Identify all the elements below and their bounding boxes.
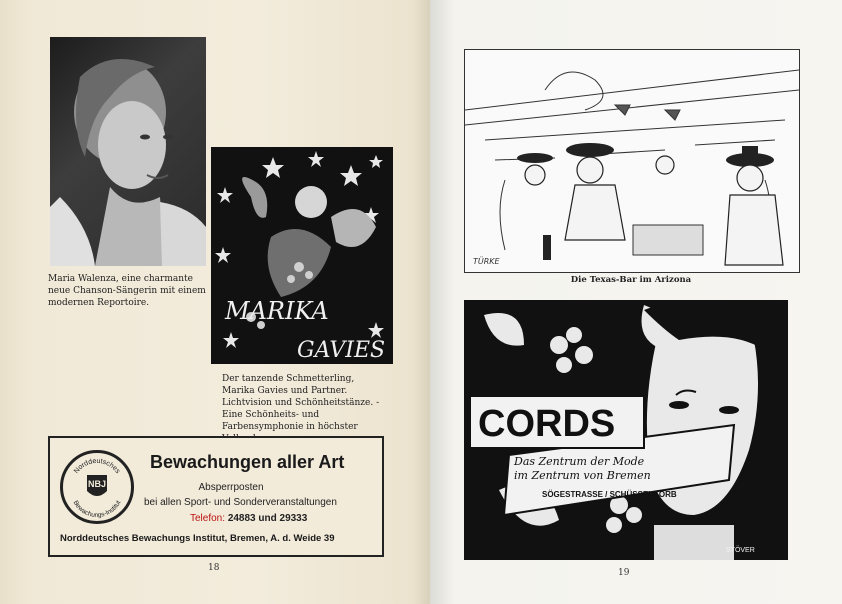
poster-gavies xyxy=(211,147,393,364)
cords-tagline-2: im Zentrum von Bremen xyxy=(514,469,651,482)
ad-phone xyxy=(190,513,307,524)
ad-line-absperrposten: Absperrposten xyxy=(198,482,264,493)
page-number-left: 18 xyxy=(208,563,220,573)
ad-phone-label: Telefon: xyxy=(190,513,226,524)
ad-line-events: bei allen Sport- und Sonderveranstaltungen xyxy=(144,497,337,508)
ad-bewachung xyxy=(48,436,384,557)
svg-text:Norddeutsches xyxy=(73,458,121,475)
portrait-drawing xyxy=(50,37,206,266)
page-number-right: 19 xyxy=(618,568,630,578)
portrait-photo-walenza xyxy=(50,37,206,266)
logo-text-bottom: Bewachungs-Institut xyxy=(71,499,123,520)
logo-text-top: Norddeutsches xyxy=(72,457,122,476)
cords-address: SÖGESTRASSE / SCHÜSSELKORB xyxy=(542,490,677,499)
ad-footer: Norddeutsches Bewachungs Institut, Bremen, A. d. Weide 39 xyxy=(60,533,335,544)
svg-text:Bewachungs-Institut xyxy=(72,499,123,519)
cartoon-drawing xyxy=(465,50,799,272)
poster-artwork xyxy=(211,147,393,364)
ad-cords xyxy=(464,300,788,560)
cartoon-caption: Die Texas-Bar im Arizona xyxy=(570,275,692,285)
caption-walenza: Maria Walenza, eine charmante neue Chanson-Sängerin mit einem modernen Reportoire. xyxy=(48,274,206,308)
cartoon-texas-bar xyxy=(464,49,800,273)
cords-tagline-1: Das Zentrum der Mode xyxy=(514,455,645,468)
ad-phone-numbers: 24883 und 29333 xyxy=(227,513,308,524)
cartoon-signature: TÜRKE xyxy=(473,257,500,266)
ad-heading: Bewachungen aller Art xyxy=(150,452,345,472)
cords-brand: CORDS xyxy=(478,403,616,445)
poster-title-line1: MARIKA xyxy=(225,297,329,325)
logo-monogram: NBJ xyxy=(87,479,107,489)
right-page xyxy=(430,0,842,604)
caption-gavies: Der tanzende Schmetterling, Marika Gavies und Partner. Lichtvision und Schönheitstänze. - Eine Schönheits- und Farbensymphonie in höchster xyxy=(222,374,380,432)
cords-artist: STÖVER xyxy=(726,547,755,554)
poster-title-line2: GAVIES xyxy=(297,338,386,363)
cords-artwork xyxy=(464,300,788,560)
